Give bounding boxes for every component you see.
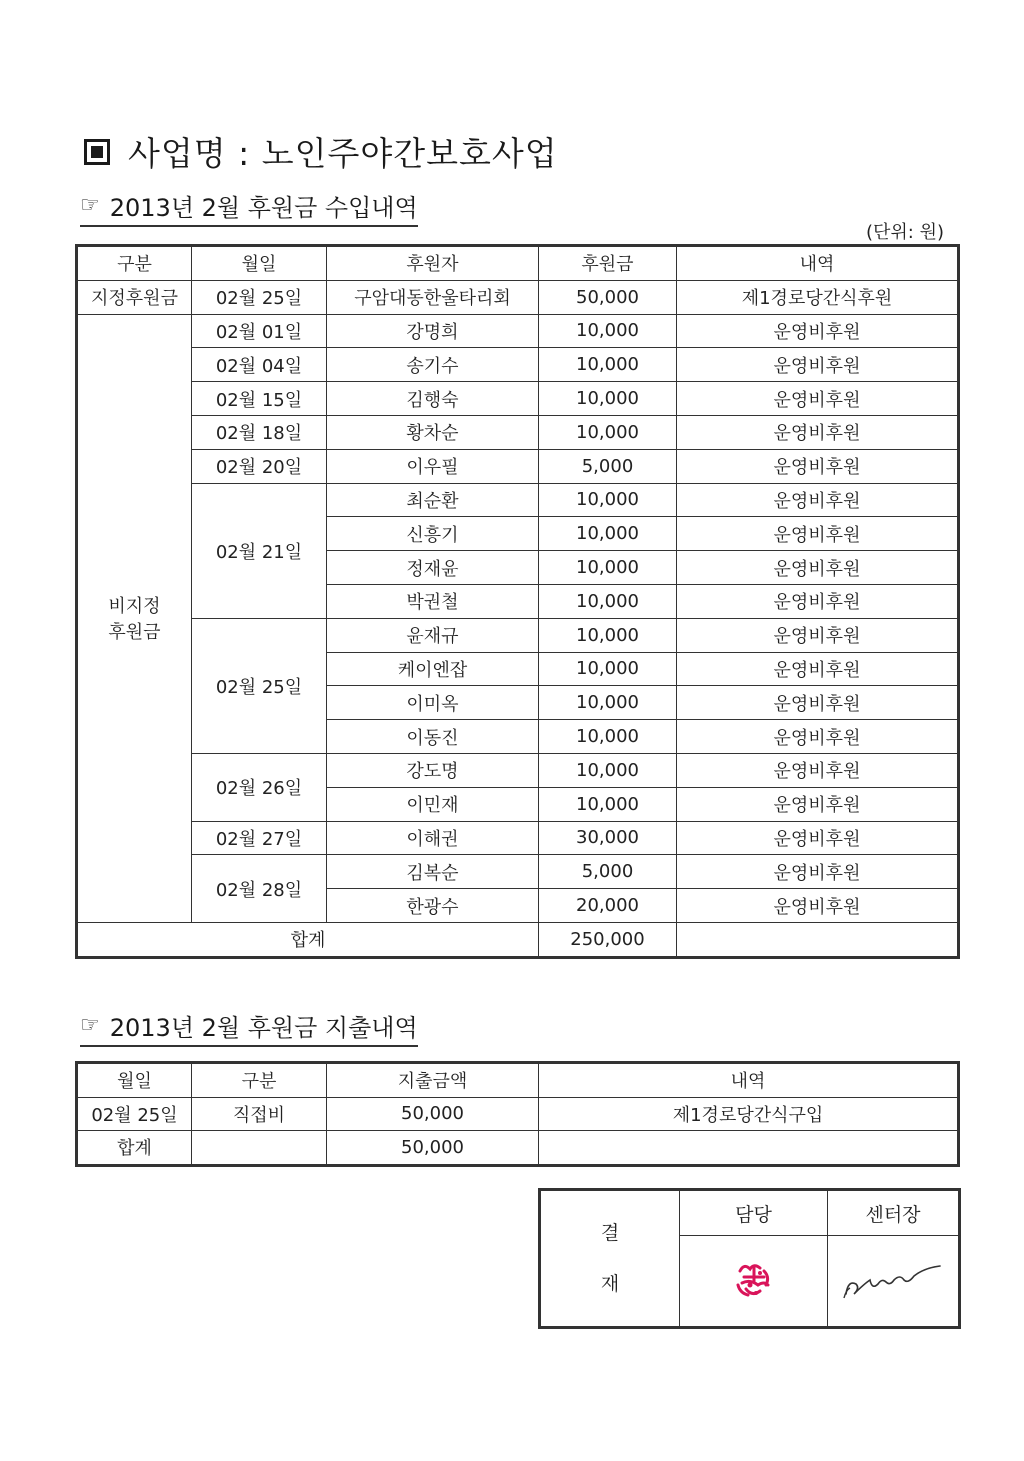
donation-detail: 운영비후원 (677, 382, 959, 416)
approval-label-1: 결 (600, 1221, 620, 1244)
income-total-empty (677, 922, 959, 957)
handwritten-signature (838, 1254, 948, 1309)
donation-donor: 최순환 (327, 483, 539, 517)
donation-detail: 운영비후원 (677, 889, 959, 923)
expense-total-empty-detail (539, 1131, 959, 1166)
donation-donor: 윤재규 (327, 618, 539, 652)
donation-donor: 이미옥 (327, 686, 539, 720)
donation-row (77, 855, 959, 889)
donation-date: 02월 04일 (192, 348, 327, 382)
donation-detail: 운영비후원 (677, 517, 959, 551)
donation-amount: 5,000 (539, 449, 677, 483)
donation-donor: 강명희 (327, 314, 539, 348)
donation-donor: 김복순 (327, 855, 539, 889)
donation-amount: 10,000 (539, 415, 677, 449)
income-total-row (77, 922, 959, 957)
donation-detail: 운영비후원 (677, 584, 959, 618)
donation-detail: 운영비후원 (677, 787, 959, 821)
donation-detail: 운영비후원 (677, 686, 959, 720)
donation-date: 02월 01일 (192, 314, 327, 348)
header-date: 월일 (192, 246, 327, 281)
page-title-text: 사업명 : 노인주야간보호사업 (128, 134, 558, 173)
donation-detail: 운영비후원 (677, 348, 959, 382)
expense-total-label: 합계 (77, 1131, 192, 1166)
donation-date: 02월 21일 (192, 483, 327, 618)
donation-amount: 10,000 (539, 517, 677, 551)
approval-label-2: 재 (600, 1272, 620, 1295)
pointing-hand-icon: ☞ (80, 193, 100, 218)
designated-category: 지정후원금 (77, 280, 192, 314)
non-designated-category (77, 314, 192, 922)
header-donor: 후원자 (327, 246, 539, 281)
income-total-amount: 250,000 (539, 922, 677, 957)
donation-amount: 10,000 (539, 720, 677, 754)
designated-amount: 50,000 (539, 280, 677, 314)
donation-date: 02월 25일 (192, 618, 327, 753)
header-detail: 내역 (677, 246, 959, 281)
income-table (75, 244, 960, 959)
donation-row (77, 314, 959, 348)
donation-amount: 5,000 (539, 855, 677, 889)
donation-row (77, 821, 959, 855)
donation-donor: 한광수 (327, 889, 539, 923)
donation-amount: 10,000 (539, 382, 677, 416)
donation-detail: 운영비후원 (677, 483, 959, 517)
donation-row (77, 415, 959, 449)
donation-amount: 10,000 (539, 483, 677, 517)
donation-donor: 신흥기 (327, 517, 539, 551)
designated-row (77, 280, 959, 314)
expense-heading (80, 1008, 418, 1047)
expense-detail: 제1경로당간식구입 (539, 1097, 959, 1131)
non-designated-category-line1: 비지정 (108, 596, 161, 618)
donation-amount: 20,000 (539, 889, 677, 923)
page-title (84, 128, 558, 175)
director-signature-cell (828, 1236, 960, 1328)
donation-amount: 10,000 (539, 314, 677, 348)
header-category: 구분 (77, 246, 192, 281)
donation-detail: 운영비후원 (677, 753, 959, 787)
expense-header-row (77, 1063, 959, 1098)
expense-total-row (77, 1131, 959, 1166)
donation-donor: 황차순 (327, 415, 539, 449)
designated-date: 02월 25일 (192, 280, 327, 314)
donation-detail: 운영비후원 (677, 551, 959, 585)
donation-row (77, 618, 959, 652)
approval-col-staff: 담당 (680, 1190, 828, 1236)
income-header-row (77, 246, 959, 281)
donation-row (77, 348, 959, 382)
donation-detail: 운영비후원 (677, 855, 959, 889)
donation-date: 02월 28일 (192, 855, 327, 923)
donation-date: 02월 20일 (192, 449, 327, 483)
unit-label: (단위: 원) (866, 222, 944, 243)
donation-date: 02월 18일 (192, 415, 327, 449)
donation-donor: 김행숙 (327, 382, 539, 416)
donation-row (77, 483, 959, 517)
expense-header-detail: 내역 (539, 1063, 959, 1098)
expense-total-amount: 50,000 (327, 1131, 539, 1166)
donation-donor: 정재윤 (327, 551, 539, 585)
expense-header-date: 월일 (77, 1063, 192, 1098)
donation-donor: 이우필 (327, 449, 539, 483)
expense-heading-text: 2013년 2월 후원금 지출내역 (109, 1014, 418, 1042)
donation-amount: 10,000 (539, 551, 677, 585)
donation-donor: 송기수 (327, 348, 539, 382)
donation-date: 02월 26일 (192, 753, 327, 821)
donation-detail: 운영비후원 (677, 720, 959, 754)
donation-amount: 10,000 (539, 686, 677, 720)
donation-amount: 10,000 (539, 348, 677, 382)
donation-row (77, 382, 959, 416)
donation-date: 02월 27일 (192, 821, 327, 855)
approval-box (538, 1188, 961, 1329)
donation-amount: 10,000 (539, 652, 677, 686)
donation-row (77, 449, 959, 483)
donation-date: 02월 15일 (192, 382, 327, 416)
expense-row (77, 1097, 959, 1131)
approval-col-director: 센터장 (828, 1190, 960, 1236)
income-heading (80, 188, 418, 227)
donation-amount: 10,000 (539, 753, 677, 787)
donation-detail: 운영비후원 (677, 314, 959, 348)
staff-seal-cell (680, 1236, 828, 1328)
expense-table (75, 1061, 960, 1167)
expense-date: 02월 25일 (77, 1097, 192, 1131)
donation-detail: 운영비후원 (677, 415, 959, 449)
donation-row (77, 753, 959, 787)
donation-donor: 이해권 (327, 821, 539, 855)
designated-detail: 제1경로당간식후원 (677, 280, 959, 314)
pointing-hand-icon: ☞ (80, 1013, 100, 1038)
donation-amount: 30,000 (539, 821, 677, 855)
income-total-label: 합계 (77, 922, 539, 957)
red-seal-stamp (730, 1255, 778, 1303)
donation-amount: 10,000 (539, 787, 677, 821)
designated-donor: 구암대동한울타리회 (327, 280, 539, 314)
expense-header-amount: 지출금액 (327, 1063, 539, 1098)
non-designated-category-line2: 후원금 (108, 622, 161, 644)
donation-donor: 강도명 (327, 753, 539, 787)
donation-amount: 10,000 (539, 584, 677, 618)
expense-amount: 50,000 (327, 1097, 539, 1131)
expense-total-empty (192, 1131, 327, 1166)
donation-donor: 케이엔잡 (327, 652, 539, 686)
donation-detail: 운영비후원 (677, 618, 959, 652)
donation-donor: 이동진 (327, 720, 539, 754)
donation-amount: 10,000 (539, 618, 677, 652)
square-bullet-icon (84, 139, 110, 165)
header-amount: 후원금 (539, 246, 677, 281)
income-heading-text: 2013년 2월 후원금 수입내역 (109, 194, 418, 222)
approval-label (540, 1190, 680, 1328)
expense-header-category: 구분 (192, 1063, 327, 1098)
donation-donor: 이민재 (327, 787, 539, 821)
donation-donor: 박권철 (327, 584, 539, 618)
donation-detail: 운영비후원 (677, 821, 959, 855)
expense-category: 직접비 (192, 1097, 327, 1131)
donation-detail: 운영비후원 (677, 449, 959, 483)
donation-detail: 운영비후원 (677, 652, 959, 686)
